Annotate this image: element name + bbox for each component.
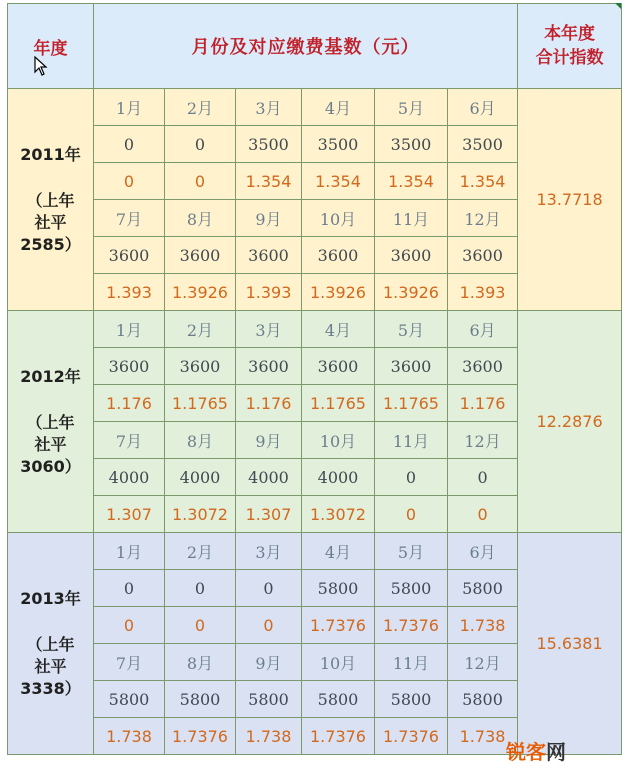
month-cell[interactable]: 12月 <box>448 200 518 237</box>
base-amount-cell[interactable]: 5800 <box>302 570 375 607</box>
month-cell[interactable]: 11月 <box>375 644 448 681</box>
month-cell[interactable]: 1月 <box>94 533 165 570</box>
month-cell[interactable]: 9月 <box>236 644 302 681</box>
base-amount-cell[interactable]: 3500 <box>236 126 302 163</box>
index-cell[interactable]: 1.176 <box>236 385 302 422</box>
index-cell[interactable]: 0 <box>165 607 236 644</box>
month-cell[interactable]: 11月 <box>375 422 448 459</box>
month-cell[interactable]: 12月 <box>448 644 518 681</box>
header-row <box>8 4 622 89</box>
base-amount-cell[interactable]: 3600 <box>94 237 165 274</box>
year-label-label-l3: 3060） <box>20 456 81 476</box>
watermark-logo <box>506 736 566 765</box>
year-label-label-l2: 社平 <box>34 212 67 232</box>
year-label-label-year: 2011年 <box>20 144 81 164</box>
base-amount-cell[interactable]: 3500 <box>448 126 518 163</box>
month-cell[interactable]: 5月 <box>375 533 448 570</box>
index-cell[interactable]: 0 <box>165 163 236 200</box>
month-cell[interactable]: 6月 <box>448 533 518 570</box>
month-cell[interactable]: 7月 <box>94 200 165 237</box>
month-cell[interactable]: 1月 <box>94 311 165 348</box>
index-cell[interactable]: 0 <box>94 607 165 644</box>
month-cell[interactable]: 6月 <box>448 89 518 126</box>
sheet-corner-marker <box>615 3 621 9</box>
month-cell[interactable]: 8月 <box>165 200 236 237</box>
month-cell[interactable]: 7月 <box>94 422 165 459</box>
index-cell[interactable]: 1.3072 <box>165 496 236 533</box>
index-cell[interactable]: 1.1765 <box>375 385 448 422</box>
month-cell[interactable]: 5月 <box>375 311 448 348</box>
month-cell[interactable]: 2月 <box>165 533 236 570</box>
year-label-label-l2: 社平 <box>34 434 67 454</box>
index-cell[interactable]: 1.738 <box>448 718 518 755</box>
base-amount-cell[interactable]: 0 <box>94 570 165 607</box>
month-cell[interactable]: 1月 <box>94 89 165 126</box>
index-cell[interactable]: 0 <box>94 163 165 200</box>
index-cell[interactable]: 1.307 <box>94 496 165 533</box>
month-cell[interactable]: 4月 <box>302 533 375 570</box>
month-cell[interactable]: 9月 <box>236 422 302 459</box>
index-cell[interactable]: 1.738 <box>448 607 518 644</box>
month-cell[interactable]: 8月 <box>165 422 236 459</box>
month-cell[interactable]: 2月 <box>165 311 236 348</box>
year-total-cell[interactable]: 13.7718 <box>518 89 622 311</box>
index-cell[interactable]: 0 <box>236 607 302 644</box>
base-amount-cell[interactable]: 5800 <box>448 681 518 718</box>
month-cell[interactable]: 8月 <box>165 644 236 681</box>
year-label-label-l3: 3338） <box>20 678 81 698</box>
month-cell[interactable]: 9月 <box>236 200 302 237</box>
base-amount-cell[interactable]: 4000 <box>165 459 236 496</box>
month-cell[interactable]: 10月 <box>302 644 375 681</box>
base-amount-cell[interactable]: 0 <box>165 570 236 607</box>
base-amount-cell[interactable]: 5800 <box>236 681 302 718</box>
index-cell[interactable]: 1.7376 <box>375 607 448 644</box>
index-cell[interactable]: 1.7376 <box>165 718 236 755</box>
year-label-cell[interactable] <box>8 311 94 533</box>
month-cell[interactable]: 3月 <box>236 89 302 126</box>
year-total-cell[interactable]: 15.6381 <box>518 533 622 755</box>
table-row <box>8 533 622 570</box>
index-cell[interactable]: 0 <box>448 496 518 533</box>
table-row <box>8 311 622 348</box>
base-amount-cell[interactable]: 3500 <box>375 126 448 163</box>
index-cell[interactable]: 1.7376 <box>302 718 375 755</box>
base-amount-cell[interactable]: 5800 <box>375 681 448 718</box>
header-total-line1: 本年度 <box>544 24 596 44</box>
month-cell[interactable]: 2月 <box>165 89 236 126</box>
base-amount-cell[interactable]: 3600 <box>236 348 302 385</box>
month-cell[interactable]: 10月 <box>302 200 375 237</box>
base-amount-cell[interactable]: 0 <box>165 126 236 163</box>
month-cell[interactable]: 3月 <box>236 533 302 570</box>
year-label-label-year: 2013年 <box>20 588 81 608</box>
base-amount-cell[interactable]: 4000 <box>94 459 165 496</box>
header-year-cell[interactable] <box>8 4 94 89</box>
base-amount-cell[interactable]: 3600 <box>375 348 448 385</box>
index-cell[interactable]: 1.3926 <box>302 274 375 311</box>
index-cell[interactable]: 1.1765 <box>165 385 236 422</box>
year-label-label-l1: （上年 <box>26 190 75 210</box>
index-cell[interactable]: 1.176 <box>448 385 518 422</box>
table-row <box>8 89 622 126</box>
contribution-table <box>7 3 622 755</box>
base-amount-cell[interactable]: 0 <box>94 126 165 163</box>
index-cell[interactable]: 1.7376 <box>375 718 448 755</box>
index-cell[interactable]: 1.738 <box>94 718 165 755</box>
index-cell[interactable]: 1.1765 <box>302 385 375 422</box>
index-cell[interactable]: 1.3926 <box>375 274 448 311</box>
base-amount-cell[interactable]: 5800 <box>448 570 518 607</box>
base-amount-cell[interactable]: 5800 <box>165 681 236 718</box>
month-cell[interactable]: 4月 <box>302 311 375 348</box>
base-amount-cell[interactable]: 5800 <box>375 570 448 607</box>
base-amount-cell[interactable]: 3600 <box>302 237 375 274</box>
month-cell[interactable]: 3月 <box>236 311 302 348</box>
base-amount-cell[interactable]: 3500 <box>302 126 375 163</box>
index-cell[interactable]: 1.3926 <box>165 274 236 311</box>
watermark-suffix: 网 <box>546 740 566 764</box>
base-amount-cell[interactable]: 3600 <box>165 237 236 274</box>
header-year-label: 年度 <box>33 38 68 59</box>
month-cell[interactable]: 10月 <box>302 422 375 459</box>
header-total-cell[interactable] <box>518 4 622 89</box>
year-label-label-year: 2012年 <box>20 366 81 386</box>
index-cell[interactable]: 1.354 <box>302 163 375 200</box>
month-cell[interactable]: 7月 <box>94 644 165 681</box>
index-cell[interactable]: 1.176 <box>94 385 165 422</box>
index-cell[interactable]: 1.3072 <box>302 496 375 533</box>
base-amount-cell[interactable]: 0 <box>448 459 518 496</box>
base-amount-cell[interactable]: 3600 <box>94 348 165 385</box>
base-amount-cell[interactable]: 0 <box>375 459 448 496</box>
year-label-label-l1: （上年 <box>26 412 75 432</box>
base-amount-cell[interactable]: 4000 <box>236 459 302 496</box>
base-amount-cell[interactable]: 3600 <box>448 237 518 274</box>
index-cell[interactable]: 1.393 <box>236 274 302 311</box>
header-total-line2: 合计指数 <box>535 48 604 68</box>
base-amount-cell[interactable]: 3600 <box>165 348 236 385</box>
base-amount-cell[interactable]: 3600 <box>375 237 448 274</box>
month-cell[interactable]: 6月 <box>448 311 518 348</box>
mouse-cursor-icon <box>34 56 48 76</box>
watermark-brand: 锐客 <box>506 740 546 764</box>
index-cell[interactable]: 1.393 <box>94 274 165 311</box>
month-cell[interactable]: 4月 <box>302 89 375 126</box>
month-cell[interactable]: 12月 <box>448 422 518 459</box>
index-cell[interactable]: 1.354 <box>448 163 518 200</box>
index-cell[interactable]: 1.7376 <box>302 607 375 644</box>
index-cell[interactable]: 1.393 <box>448 274 518 311</box>
header-months-cell[interactable] <box>94 4 518 89</box>
index-cell[interactable]: 1.354 <box>236 163 302 200</box>
base-amount-cell[interactable]: 3600 <box>236 237 302 274</box>
year-label-cell[interactable] <box>8 89 94 311</box>
base-amount-cell[interactable]: 5800 <box>302 681 375 718</box>
year-label-cell[interactable] <box>8 533 94 755</box>
index-cell[interactable]: 1.307 <box>236 496 302 533</box>
base-amount-cell[interactable]: 5800 <box>94 681 165 718</box>
index-cell[interactable]: 1.354 <box>375 163 448 200</box>
year-label-label-l2: 社平 <box>34 656 67 676</box>
base-amount-cell[interactable]: 3600 <box>448 348 518 385</box>
year-label-label-l1: （上年 <box>26 634 75 654</box>
base-amount-cell[interactable]: 4000 <box>302 459 375 496</box>
index-cell[interactable]: 1.738 <box>236 718 302 755</box>
index-cell[interactable]: 0 <box>375 496 448 533</box>
base-amount-cell[interactable]: 3600 <box>302 348 375 385</box>
month-cell[interactable]: 5月 <box>375 89 448 126</box>
month-cell[interactable]: 11月 <box>375 200 448 237</box>
base-amount-cell[interactable]: 0 <box>236 570 302 607</box>
year-total-cell[interactable]: 12.2876 <box>518 311 622 533</box>
year-label-label-l3: 2585） <box>20 234 81 254</box>
header-months-label: 月份及对应缴费基数（元） <box>191 37 420 58</box>
